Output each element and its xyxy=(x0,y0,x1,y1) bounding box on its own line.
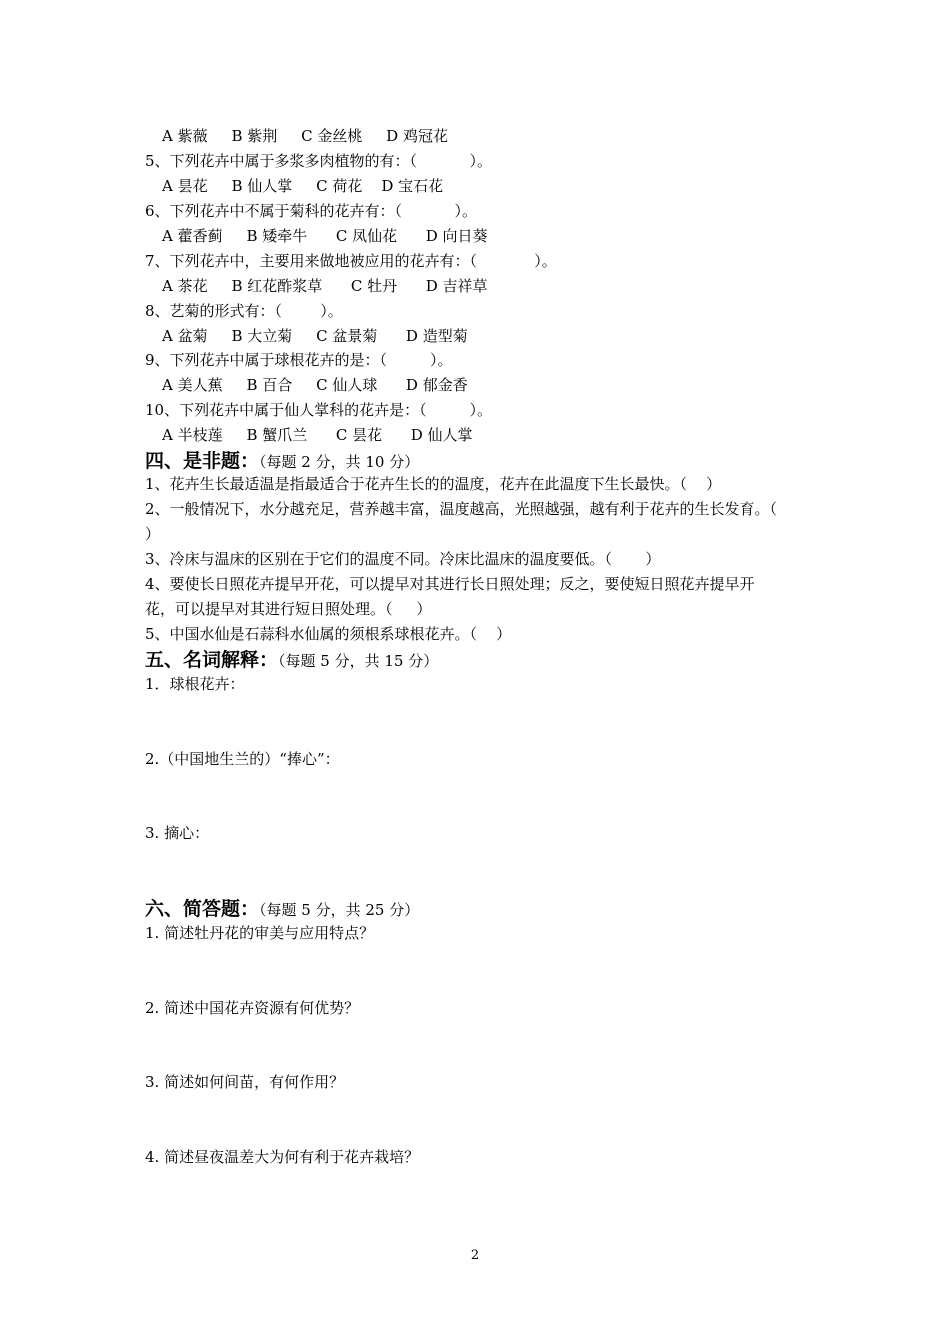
section-note: （每题 5 分，共 25 分） xyxy=(259,901,420,919)
question-6: 6、下列花卉中不属于菊科的花卉有：（ ）。 xyxy=(145,202,477,220)
short-answer-4: 4. 简述昼夜温差大为何有利于花卉栽培？ xyxy=(145,1148,420,1166)
true-false-heading xyxy=(145,449,419,474)
section-note: （每题 2 分，共 10 分） xyxy=(259,453,420,471)
definition-1: 1．球根花卉： xyxy=(145,675,245,693)
tf-item-2: 2、一般情况下，水分越充足，营养越丰富，温度越高，光照越强，越有利于花卉的生长发育。（ xyxy=(145,500,778,518)
q5-options: A 昙花 B 仙人掌 C 荷花 D 宝石花 xyxy=(162,177,444,195)
section-title: 六、简答题： xyxy=(145,898,260,920)
tf-item-2-cont: ） xyxy=(145,525,161,543)
q10-options: A 半枝莲 B 蟹爪兰 C 昙花 D 仙人掌 xyxy=(162,426,473,444)
tf-item-3: 3、冷床与温床的区别在于它们的温度不同。冷床比温床的温度要低。（ ） xyxy=(145,550,661,568)
question-9: 9、下列花卉中属于球根花卉的是：（ ）。 xyxy=(145,351,453,369)
section-note: （每题 5 分，共 15 分） xyxy=(278,652,439,670)
tf-item-4: 4、要使长日照花卉提早开花，可以提早对其进行长日照处理；反之，要使短日照花卉提早开 xyxy=(145,575,755,593)
tf-item-5: 5、中国水仙是石蒜科水仙属的须根系球根花卉。（ ） xyxy=(145,625,512,643)
definitions-heading xyxy=(145,648,438,673)
definition-2: 2.（中国地生兰的）“捧心”： xyxy=(145,750,340,768)
q6-options: A 藿香蓟 B 矮牵牛 C 凤仙花 D 向日葵 xyxy=(162,227,488,245)
short-answer-3: 3. 简述如何间苗，有何作用？ xyxy=(145,1073,345,1091)
tf-item-4-cont: 花，可以提早对其进行短日照处理。（ ） xyxy=(145,600,432,618)
tf-item-1: 1、花卉生长最适温是指最适合于花卉生长的的温度，花卉在此温度下生长最快。（ ） xyxy=(145,475,722,493)
section-title: 五、名词解释： xyxy=(145,649,279,671)
short-answer-1: 1. 简述牡丹花的审美与应用特点？ xyxy=(145,924,375,942)
q8-options: A 盆菊 B 大立菊 C 盆景菊 D 造型菊 xyxy=(162,327,468,345)
question-5: 5、下列花卉中属于多浆多肉植物的有：（ ）。 xyxy=(145,152,492,170)
page-number: 2 xyxy=(470,1248,480,1263)
question-7: 7、下列花卉中，主要用来做地被应用的花卉有：（ ）。 xyxy=(145,252,557,270)
section-title: 四、是非题： xyxy=(145,450,260,472)
q4-options: A 紫薇 B 紫荆 C 金丝桃 D 鸡冠花 xyxy=(162,127,448,145)
q7-options: A 茶花 B 红花酢浆草 C 牡丹 D 吉祥草 xyxy=(162,277,488,295)
question-10: 10、下列花卉中属于仙人掌科的花卉是：（ ）。 xyxy=(145,401,493,419)
short-answer-heading xyxy=(145,897,419,922)
short-answer-2: 2. 简述中国花卉资源有何优势？ xyxy=(145,999,360,1017)
question-8: 8、艺菊的形式有：（ ）。 xyxy=(145,302,343,320)
q9-options: A 美人蕉 B 百合 C 仙人球 D 郁金香 xyxy=(162,376,468,394)
definition-3: 3. 摘心： xyxy=(145,824,210,842)
